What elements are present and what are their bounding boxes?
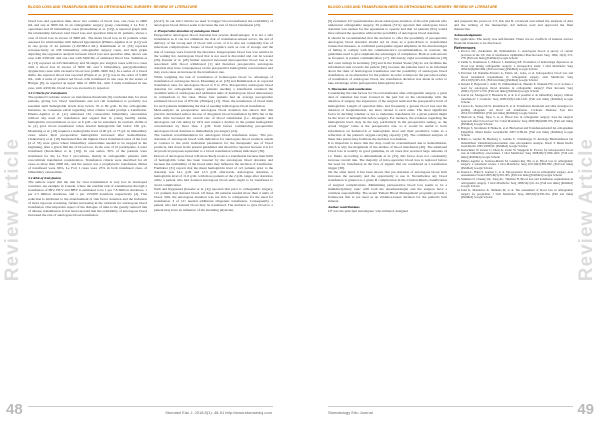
reference-item[interactable]: 2. Zellin G, Rasmusson L, Pålsson J, Kahnberg KE. Evaluation of hemorrhage depressors on blood loss during orthognathic surgery: a retrospective study. J Oral Maxillofac Surg 2004;62(6):662-666. [Full text links] [PubMed] Google Scholar: [461, 61, 573, 71]
reference-item[interactable]: 11. Piñeiro-Aguilar A, Somoza-Martín M, Gandara-Rey JM, et al. Blood loss in orthognathic surgery: a systematic review. J Oral Maxillofac Surg 2011;69(3):885-892. [Full text links] [PubMed] Google Scholar: [461, 160, 573, 170]
paragraph: The updated Cochrane review on transfusion thresholds [6] concluded that, for most patients, giving low blood transfusions and red cell transfusion is probably not essential until hemoglobin levels drop below 70 to 80 g/dL. In the orthognathic literature, no consensus exists regarding what criteria would prompt a transfusion. Pineiro-Aguilar et al. [11] addressed 161 consecutive bimaxillary osteotomies without any need for transfusion and argued that in young healthy adults, hemoglobin concentrations as low as 6 g/dL can be sustained. In contrast, Zellin et al. [4] gave blood transfusion when arterial hemoglobin fell below 100 g/L. Moenning et al. [18] required a hemoglobin level of 90 g/L or 75 g/L in bimaxillary cases where their preoperative hemoglobin increased after hemodilution. Chakrabarty et al. [19] mentioned that the highest blood transfusion rates of the four (4 of 33) were given where bimaxillary osteotomies needed to be stopped in the beginning, after a given 500 mL of blood loss. In the case of 10 participants, 4 were transfused (Kretschmer et al. [10]). In one series, 30% of the patients were transfused for the Le Fort I procedures, mainly in orthognathic patients with concomitant transfusion consideration. Transfusion criteria were described for all cases as more than 2000 mL, and the reason was a prophylactic transfusion. Males of transfused were 66%, Le Fort I cases were 25% in both transfused cases of bimaxillary osteotomies.: [28, 95, 147, 175]
paragraph: Preoperative autologous blood donation has several disadvantages. It is not a safe transfusion as it can not eliminate the risk of transfusion-related errors, the aid of delivery of the wrong unit of blood will occur, or it is also not completely free of infectious complications. Issues of blood logistics such as cost of storage and the risk of wastage were found in the literature. Inappropriate blood loss was relative in the waiting list. Autologous blood that is not used is discarded and can be wasted [28]. Kessler et al. [28] further reported increased intraoperative blood loss to be associated with blood withdrawal [1] and therefore preoperative autologous donation may have consequences on the preoperative hemoglobin concentration and may even cause an increase in the transfusion rate.: [154, 32, 273, 75]
paragraph: Donors of autologous blood will more likely receive a transfusion because their limit of hemoglobin value has been lowered by the autologous blood donation and because the availability of the blood units may influence the decision of transfusion. Faulhaber [31] reports that the mean hemoglobin level of 121 patients prior to the donation was 14.1 g/dL and 12.5 g/dL afterwards. Autologous donation, a hemoglobin level of 11.0 g/dL, with more patients at the 2 g/dL range after donation, while a patient who had donated autologous blood units ought to be transfused to avoid complication.: [154, 153, 273, 187]
reference-item[interactable]: 3. Faverani LP, Ramalho-Ferreira G, Fabris AL, Gaba, et al. Intraoperative blood loss and blood transfusion requirements in orthognathic surgery. Oral Maxillofac Surg 2014;18(3):305-310. [Full text links] [PubMed] Google Scholar: [461, 72, 573, 82]
sidebar-label-text: Review Article: [576, 138, 597, 282]
footer-rule: [328, 406, 573, 407]
reference-item[interactable]: 12. Kasten L, Hahn S, Gartner C, et al. Intraoperative blood loss in orthognathic surgery. Acta Anaesthesiol Scand 2005;49(3):301-305. [Full text links] [PubMed] Google Scholar: [461, 171, 573, 178]
reference-item[interactable]: 14. Ueki K, Marukawa K, Shimada M, et al. The assessment of blood loss in orthognathic surgery for prognathia. J Oral Maxillofac Surg 2005;63(3):350-354. [Full text links] [PubMed] Google Scholar: [461, 189, 573, 199]
references-section: [454, 45, 573, 199]
right-column-1: [328, 19, 447, 395]
running-head-right: BLOOD LOSS AND TRANSFUSION NEED IN ORTHOGNATHIC SURGERY: REVIEW OF LITERATURE: [328, 5, 498, 9]
paragraph: On the other hand, it has been shown that pre-donation of autologous blood both increases the necessity and the opportunity to use it. Nevertheless any blood transfusion is granted as a grade B complication in the Clavien-Dindo classification of surgical complications. Minimizing perioperative blood loss seems to be a multidisciplinary topic with both the anesthesiologist and the surgeon have a common responsibility. The recent 'Patient Blood Management' programs provide a framework that is not used as an evidence-based decision for the patient's best interest.: [328, 170, 447, 204]
running-head-rule: [28, 14, 273, 15]
paragraph: and prepared the protocol. CT, DA and IL reviewed and edited the analysis of data and the writing of the manuscript. All authors read and approved the final manuscript.: [454, 19, 573, 32]
left-footer: [0, 400, 300, 424]
references-title: References: [454, 45, 476, 51]
sidebar-label-right: [578, 30, 596, 390]
footer-citation-right: Stomatology Edu Journal: [328, 410, 373, 415]
paragraph: It is important to know that the drop could be overestimated due to hemodilution, which is why the magnitude of the decline of blood transfusion [40]. The estimated blood loss is notably in good guideline, in all cases that received large amounts of i.v. fluids. According to Alhabashneh et al. [25], this factor does not consistently increase overall risk. The majority of intra-operative blood loss is replaced before the need for transfusion in the face of signals that are considered as a transfusion trigger [38].: [328, 141, 447, 170]
running-head-left: BLOOD LOSS AND TRANSFUSION NEED IN ORTHOGNATHIC SURGERY: REVIEW OF LITERATURE: [28, 5, 198, 9]
paragraph: The authors report that the risk for viral transmission is very low in developed countries. An example in Canada, where the residual risk of transmission through a transfusion of HIV, HCV and HBV is estimated to be 1 per 7.8 million donations, 1 per 2.3 million donations, and 1 per 153,000 donations respectively [4]. This reduction is attributed to the abandonment of risk factor donation and the inclusion of more rigorous screening, further increasing in the rationale for autologous blood transfusion. One important aspect of the dialogue of risks is the greatly reduced risk of disease transmission. It has been reported that the availability of autologous blood increased the rate of autologous blood transfusion.: [28, 179, 147, 218]
reference-item[interactable]: 4. Kessler P, Hegewald J, Adler W, Zimmermann R, Nkenke E, Neukam FW, et al. Is there a need for autologous blood donation in orthognathic surgery? Plast Reconstr Surg 2006;117(2):571-576. [Full text links] [PubMed] Google Scholar: [461, 83, 573, 93]
left-columns: [28, 19, 273, 395]
paragraph: Not applicable. The study was self-funded. There are no conflicts of interest and no financial interests to be disclosed.: [454, 37, 573, 46]
section-heading: 3.4 Risk of transfusion: [28, 175, 61, 180]
right-page: [300, 0, 600, 424]
paragraph: CF was the principal investigator who initiated, designed: [328, 209, 408, 214]
paragraph: Meta-analysis on preoperative autologous blood donation has shown that this practice did indeed reduce the use of allogeneic blood transfusion by 68% but at the same time increased the overall rate of blood transfusion (i.e. allogeneic and autologous red cell units) by 24% and caused a decline in the patient hemoglobin concentration by more than 1 g/dL from before commencing preoperative autologous blood donation to immediately pre-surgery [24].: [154, 107, 273, 133]
references-list: [454, 50, 573, 199]
sidebar-label-text: Review Article: [2, 138, 23, 282]
right-columns: [328, 19, 573, 395]
paragraph: While weighing the risk of transfusion of homologous blood vs. advantage of transfusion of autologous blood, Moenning et al. [18] and Rummasak et al. reported transfusion rates for autologous blood of 0 to 45%. Preoperative autologous blood donation for orthognathic surgery patients needing a transfusion rendered the available units of autologous and additional units of homologous blood unnecessary in comparison to the rates. These four patients had an average preoperative estimated blood loss of 870 mL [Böttger] [13]. Thus, the transfusion of blood units for such patients minimizing the risk of needing homologous blood transfusion.: [154, 74, 273, 108]
section-heading: 3.3 Criteria for transfusion: [28, 91, 68, 96]
paragraph: [9] evaluated 127 questionnaires about autologous donation of blood in patients who underwent orthognathic surgery, 65 patients (51%) reported that autologous blood donation was useless for the agreement to operate and that 12 patients (9%) would have refused the operation without the possibility of autologous blood donation.: [328, 19, 447, 36]
reference-item[interactable]: 8. Böttger S, Streckbein P, Hanke K, et al. Blutverlust und Transfusionsbedarf bei orthognathen Eingriffen. Mund Kiefer Gesichtschir 2007;11:89-94. [Full text links] [PubMed] Google Scholar: [461, 127, 573, 137]
reference-item[interactable]: 6. Carson JL, Stanworth SJ, Roubinian N, et al. Transfusion thresholds and other strategies for guiding allogeneic red blood cell transfusion. Cochrane Database Syst Rev 2016;10:CD002042. [Full text links] [PubMed] Google Scholar: [461, 105, 573, 115]
reference-item[interactable]: 5. Garcia JA, Mongeotti V, Beasteria D, et al. Is it possible to do bimaxillary surgery without transfusion? J Craniofac Surg 2008;19(5):1240-1245. [Full text links] [PubMed] Google Scholar: [461, 94, 573, 104]
right-column-2-body: [454, 19, 573, 45]
reference-item[interactable]: 1. Proctor DC, Zuckerman JD, Nathrudelidor C. Autologous blood: A survey of current practices in the US: risk of transfusion. Ophthalmol Plast Reconstr Surg. 1994; 10(4): 272-278. [Full text links] [PubMed] Google Scholar: [461, 50, 573, 60]
footer-rule: [28, 406, 273, 407]
page-number-left: 48: [6, 401, 23, 418]
paragraph: blood loss and operation time, show two outliers of blood loss, one close to 2600 mL and one at 3000 mL in an orthognathic surgery group containing 2 Le Fort I operations and 10 bimaxillary cases (Kretschmer et al. [10]). A reported graph with the relationship between total blood loss and operation time in 91 patients, shows a case of blood loss in excess of 3000 mL. The mean blood loss in 91 patients when assessed for relationships with induced hypotension (Piñeiro-Aguilar et al. [11]) was in one group of 44 patients (1,20±684.4 mL). Rummasak et al. [16] reported retrospectively on 238 bimaxillary orthognathic surgery cases, and their graph depicting the regression analysis between blood loss and operative time, shows one case with 2350 mL and one case with 3400 mL of estimated blood loss. Samman et al. [13] reported on 245 bimaxillary and 56 single jaw surgical cases with two cases with a blood loss in excess of 3000 mL and 5 bimaxillary, pterygomaxillary dysjunction cases with excessive blood loss (2400–3400 mL). In a series of 2 blood shifts, the reported blood loss reported (Fujita et al. [17]) was in the order of 5,000 mL, with 4 units of packed red blood cells transfused in one case. In the series of Böttger [8], as reported an upper limit of 2800 mL, with 3 units transfused in one case, with 4,950 mL blood loss was excessive-ly reported.: [28, 19, 147, 90]
paragraph: The German recommendation for autologous blood transfusion states: 'The pre-donation of autologous blood with indication for autologous blood products stands in contrast to the strict indication parameters for the therapeutic use of blood products, laid down in the present guidelines and should be rejected because it is for all practical purposes equivalent to a blood transfusion without indication' [30].: [154, 132, 273, 154]
right-column-2: [454, 19, 573, 395]
section-heading: 4. Preoperative donation of autologous blood: [154, 28, 219, 33]
footer-citation-left: Stomatol Edu J. 2018;5(1): 48-51 http://www.stomaeduj.com: [165, 410, 272, 415]
reference-item[interactable]: 9. Hahn G, Gayder H, Herzberg C, Gehrke U, Schönberger N. Autologe Bluttransfusion bei bimaxillären Umstellungsosteotomien: eine retrospektive Analyse. Dtsch Z Mund Kiefer Gesichtschir 1995;19:89-92. [PubMed] Google Scholar: [461, 138, 573, 148]
reference-item[interactable]: 7. Sherlock A, Fang, Tejas S, et al. Blood loss in orthognathic surgery: does the surgical approach affect blood loss? Int J Oral Maxillofac Surg 2009;38(6):698-703. [Full text links] [PubMed] Google Scholar: [461, 116, 573, 126]
paragraph: [22,27]. In our strict criteria we used 'to trigger' blood transfusion the availability of autologous blood did not seem to increase the rate of blood transfusion [23].: [154, 19, 273, 28]
running-head-rule: [328, 14, 573, 15]
section-heading: Acknowledgement: [454, 32, 482, 37]
section-heading: 5. Discussion and conclusions: [328, 87, 372, 91]
left-column-2: [154, 19, 273, 395]
reference-item[interactable]: 10. Kretschmer W, Köster U, Dietz K, Zoder W, Wangerin K. Factors for intraoperative blood loss in bimaxillary osteotomies. J Oral Maxillofac Surg 2008;66(7):1399-1403. [Full text links] [PubMed] Google Scholar: [461, 149, 573, 159]
paragraph: Considering the risk factors for blood transfusion after orthognathic surgery, a great deal of attention has been focused in the past but on the relationship with the duration of surgery, the experience of the surgical team and the preoperative level of hemoglobin. Length of operation time, and frequently a greater blood loss and the duration of hospitalisation, are more related to each other. The most significant factor in deciding whether or not to undertake transfusion for a given patient might be the level of hemoglobin before surgery. For instance, the evidence regarding the hemoglobin level, may be the key, particularly in the preoperative setting, so the actual 'trigger' value is the preoperative one, so it would be useful to have information on hematocrit or hemoglobin level and their predictive value as a reflection of the patient's oxygen-carrying capacity [10]. The combined analysis of these data points may facilitate the decision to transfuse.: [328, 91, 447, 141]
sidebar-label-left: [4, 30, 22, 390]
section-heading: Author contributions: [328, 204, 360, 209]
left-column-1: [28, 19, 147, 395]
reference-item[interactable]: 13. Samman N, Cheung LK, Tong AC, Tideman H. Blood loss and transfusion requirements in orthognathic surgery. J Oral Maxillofac Surg 1996;54(1):21-24. [Full text links] [PubMed] Google Scholar: [461, 178, 573, 188]
page-number-right: 49: [577, 401, 594, 418]
paragraph: Nath and Rygnestad (Kessler et al. [4]) reported that prior to orthognathic surgery, 121 patients had donated blood. Of these, 60 patients needed more than 2 units of blood. Still, the autologous donation was not able to compensate for the need for transfusion: 3 of 121 needed additional allogeneic transfusion. Consequently, a patient who had donated blood may be transfused. The decision to give blood to a patient may have an influence of the attending physician.: [154, 186, 273, 212]
right-footer: [300, 400, 600, 424]
paragraph: It should be recommended that the decision to offer the possibility of preoperative autologous blood donation should not be done as a gain-driven or transformed transaction measure. A confirmed prerequisite argued emphasis on the disadvantages of failing to comply with the communicator's recommendation, in contrast, the guidelines need to give emphasis the advantages of compliance. Both as well-known as frequent, is patient communication [17]. Obviously, rigid recommendations [18] and court rulings in Germany [32] and in the United States [34] do not facilitate the information task towards the patient [30], because the patients need to be informed about the risks of homologous transfusion and the possibility of autologous blood transfusion, as an alternative for the patient. In order to improve the perceived safety of transfusion of autologous blood, the transfusion decision was made in order to take advantage of the perioperative hemoglobin level.: [328, 35, 447, 86]
